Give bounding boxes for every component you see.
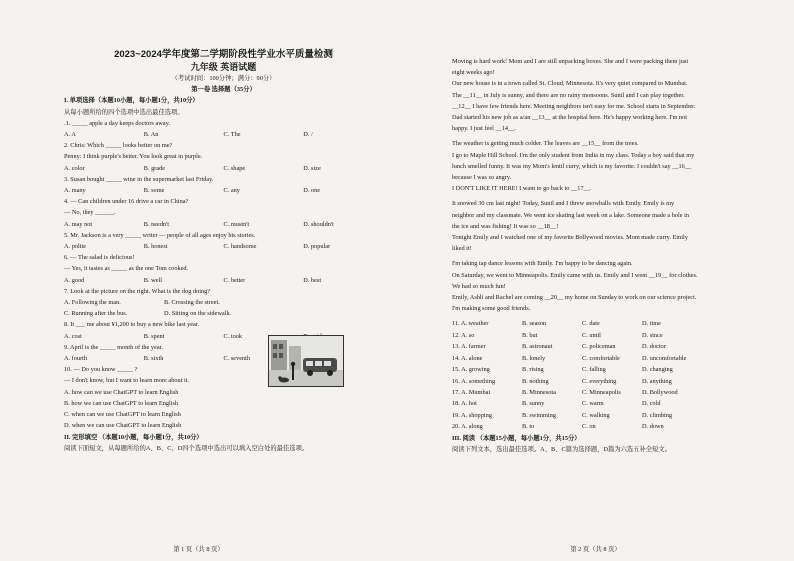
option: 19. A. shopping (452, 411, 492, 419)
option: C. handsome (223, 243, 257, 251)
passage-line: I DON'T LIKE IT HERE! I want to go back to __17__. (452, 185, 592, 193)
passage-paragraph-4 (452, 258, 772, 314)
option: D. Bollywood (642, 388, 678, 396)
option: D. uncomfortable (642, 354, 687, 362)
option: C. mustn't (223, 220, 250, 228)
option: B. needn't (143, 220, 170, 228)
question-6-reply: — Yes, it tastes as _____ as the one Tom cooked. (64, 265, 189, 273)
option: 15. A. growing (452, 366, 490, 374)
passage-line: Tonight Emily and I watched one of my favorite Bollywood movies. Mom made curry. Emily (452, 234, 688, 242)
option: 17. A. Mumbai (452, 388, 491, 396)
cloze-option-row (452, 421, 772, 432)
option: B. sixth (143, 355, 164, 363)
option: D. popular (303, 243, 331, 251)
section-heading: II. 完形填空 （本题10小题，每小题1分，共10分） (64, 433, 203, 441)
option: B. spent (143, 332, 165, 340)
passage-line: __12__ I have few friends here. Meeting neighbors isn't easy for me. School starts in September. (452, 102, 696, 110)
cloze-option-row (452, 353, 772, 364)
question-7-options-cd (64, 308, 264, 319)
question-10-reply: — I don't know, but I want to learn more about it. (64, 377, 190, 385)
option: C. Running after the bus. (64, 310, 128, 318)
option: 12. A. so (452, 331, 475, 339)
option: B. honest (143, 243, 168, 251)
option: D. doctor (642, 343, 666, 351)
question-5-options (64, 241, 383, 252)
option: 13. A. farmer (452, 343, 486, 351)
section-instruction: 从每小题所给的四个选项中选出最佳选项。 (64, 108, 184, 116)
passage-line: I'm taking tap dance lessons with Emily. I'm happy to be dancing again. (452, 260, 633, 268)
passage-line: lunch smelled funny. It was my Mom's lentil curry, which is my favorite. I couldn't say __16__ (452, 162, 692, 170)
question-4-options (64, 219, 383, 230)
option: A. color (64, 164, 85, 172)
option: B. to (522, 423, 535, 431)
option: A. cost (64, 332, 82, 340)
cloze-option-row (452, 330, 772, 341)
question-7-options-ab (64, 297, 264, 308)
section-heading: III. 阅读 （本题15小题，每小题1分，共15分） (452, 434, 581, 442)
option: D. Sitting on the sidewalk. (164, 310, 232, 318)
passage-paragraph-2 (452, 138, 772, 194)
passage-line: Our new house is in a town called St. Cloud, Minnesota. It's very quiet compared to Mumbai. (452, 80, 688, 88)
exam-subtitle: 九年级 英语试题 (190, 62, 257, 72)
option: D. cold (642, 400, 661, 408)
exam-info: （考试时间：100分钟；满分：90分） (171, 75, 276, 82)
option: B. season (522, 320, 547, 328)
cloze-option-row (452, 341, 772, 352)
option: B. Minnesota (522, 388, 556, 396)
option: C. The (223, 131, 241, 139)
option: B. swimming (522, 411, 556, 419)
section-instruction: 阅读下列文本，选出最佳选项。A、B、C篇为选择题，D篇为六选五补全短文。 (452, 445, 671, 453)
option: B. lonely (522, 354, 546, 362)
question-4-reply: — No, they ______. (64, 209, 116, 217)
option: B. grade (143, 164, 166, 172)
cloze-option-row (452, 398, 772, 409)
option: C. took (223, 332, 243, 340)
option: B. rising (522, 366, 544, 374)
option: C. comfortable (582, 354, 620, 362)
option: D. shouldn't (303, 220, 334, 228)
section-heading: I. 单项选择（本题10小题，每小题1分，共10分） (64, 97, 199, 105)
page-footer: 第 1 页（共 8 页） (173, 546, 224, 553)
option: A. many (64, 187, 86, 195)
option: C. better (223, 276, 246, 284)
question-6: 6. — The salad is delicious! (64, 254, 135, 262)
passage-line: It snowed 30 cm last night! Today, Sunil and I threw snowballs with Emily. Emily is my (452, 200, 675, 208)
passage-line: Moving is hard work! Mom and I are still unpacking boxes. She and I were packing them just (452, 58, 689, 65)
passage-line: happy. I just feel __14__. (452, 125, 516, 133)
option: B. nothing (522, 377, 549, 385)
question-1-options (64, 129, 383, 140)
passage-line: The weather is getting much colder. The leaves are __15__ from the trees. (452, 140, 639, 148)
option: 11. A. weather (452, 320, 489, 328)
question-10: 10. — Do you know _____ ? (64, 366, 138, 374)
option: C. walking (582, 411, 610, 419)
question-4: 4. — Can children under 16 drive a car in China? (64, 198, 189, 206)
passage-line: the ice and was fishing! It was so __18__! (452, 222, 559, 230)
question-2-options (64, 163, 383, 174)
section-instruction: 阅读下面短文，从每题所给的A、B、C、D四个选项中选出可以填入空白处的最佳选项。 (64, 444, 309, 452)
passage-line: I go to Maple Hill School. I'm the only student from India in my class. Today a boy said that my (452, 151, 695, 159)
passage-line: because I was so angry. (452, 174, 512, 182)
option: D. one (303, 187, 321, 195)
option: B. Crossing the street. (164, 299, 220, 307)
cloze-option-row (452, 318, 772, 329)
option: C. shape (223, 164, 246, 172)
page-footer: 第 2 页（共 8 页） (570, 546, 621, 553)
passage-paragraph-3 (452, 198, 772, 254)
passage-line: eight weeks ago! (452, 69, 495, 77)
option: B. sunny (522, 400, 545, 408)
option: B. some (143, 187, 165, 195)
question-8: 8. It ___ me about ¥1,200 to buy a new bike last year. (64, 321, 200, 329)
option: B. how we can use ChatGPT to learn English (64, 399, 179, 407)
option: A. Following the man. (64, 299, 121, 307)
option: C. policeman (582, 343, 616, 351)
passage-line: The __11__ in July is sunny, and there are no rainy monsoons. Sunil and I can play together. (452, 91, 685, 99)
question-3: 3. Susan bought _____ wine in the supermarket last Friday. (64, 175, 214, 183)
option: C. any (223, 187, 240, 195)
option: 18. A. hot (452, 400, 477, 408)
option: A. good (64, 276, 85, 284)
option: 14. A. alone (452, 354, 483, 362)
option: B. An (143, 131, 159, 139)
question-3-options (64, 185, 383, 196)
option: D. since (642, 331, 663, 339)
option: 20. A. along (452, 423, 483, 431)
question-2: 2. Chris: Which _____ looks better on me? (64, 142, 173, 150)
option: D. down (642, 423, 664, 431)
option: D. / (303, 131, 313, 139)
passage-line: neighbor and my classmate. We went ice skating last week on a lake. Someone made a hole in (452, 211, 690, 219)
option: C. warm (582, 400, 604, 408)
option: C. date (582, 320, 600, 328)
option: D. time (642, 320, 661, 328)
part-heading: 第一卷 选择题（35分） (191, 86, 256, 94)
question-7: 7. Look at the picture on the right. What is the dog doing? (64, 287, 211, 295)
page-2 (397, 0, 794, 561)
option: D. anything (642, 377, 672, 385)
option: D. changing (642, 366, 673, 374)
option: C. seventh (223, 355, 251, 363)
passage-paragraph-1 (452, 56, 772, 134)
option: A. A (64, 131, 76, 139)
question-1: .1. _____ apple a day keeps doctors away. (64, 119, 170, 127)
passage-line: We had so much fun! (452, 282, 506, 290)
option: C. everything (582, 377, 617, 385)
passage-line: Dad started his new job as a/an __13__ at the hospital here. He's happy working here. I'm not (452, 114, 688, 122)
passage-line: I'm making some good friends. (452, 305, 531, 313)
option: B. well (143, 276, 162, 284)
passage-line: Emily, Ashli and Rachel are coming __20__ my home on Sunday to work on our science project. (452, 294, 697, 302)
option: A. how can we use ChatGPT to learn English (64, 388, 179, 396)
cloze-option-row (452, 364, 772, 375)
option: C. falling (582, 366, 606, 374)
option: D. climbing (642, 411, 673, 419)
question-5: 5. Mr. Jackson is a very _____ writer — people of all ages enjoy his stories. (64, 231, 256, 239)
street-scene-illustration (268, 335, 344, 387)
passage-line: On Saturday, we went to Minneapolis. Emily came with us. Emily and I went __19__ for clothes. (452, 271, 698, 279)
option: D. size (303, 164, 321, 172)
question-2-reply: Penny: I think purple's better. You look great in purple. (64, 153, 203, 161)
option: C. until (582, 331, 601, 339)
passage-line: liked it! (452, 245, 472, 253)
option: 16. A. something (452, 377, 496, 385)
cloze-option-row (452, 376, 772, 387)
option: D. when we can use ChatGPT to learn English (64, 422, 182, 430)
option: B. astronaut (522, 343, 553, 351)
exam-title: 2023~2024学年度第二学期阶段性学业水平质量检测 (114, 49, 333, 60)
cloze-option-row (452, 387, 772, 398)
option: C. Minneapolis (582, 388, 621, 396)
option: D. best (303, 276, 322, 284)
cloze-options (452, 318, 772, 432)
question-9: 9. April is the _____ month of the year. (64, 343, 163, 351)
question-6-options (64, 275, 383, 286)
option: C. when can we use ChatGPT to learn English (64, 411, 181, 419)
option: A. may not (64, 220, 93, 228)
cloze-option-row (452, 410, 772, 421)
option: C. on (582, 423, 596, 431)
option: A. polite (64, 243, 87, 251)
option: B. but (522, 331, 538, 339)
option: A. fourth (64, 355, 88, 363)
